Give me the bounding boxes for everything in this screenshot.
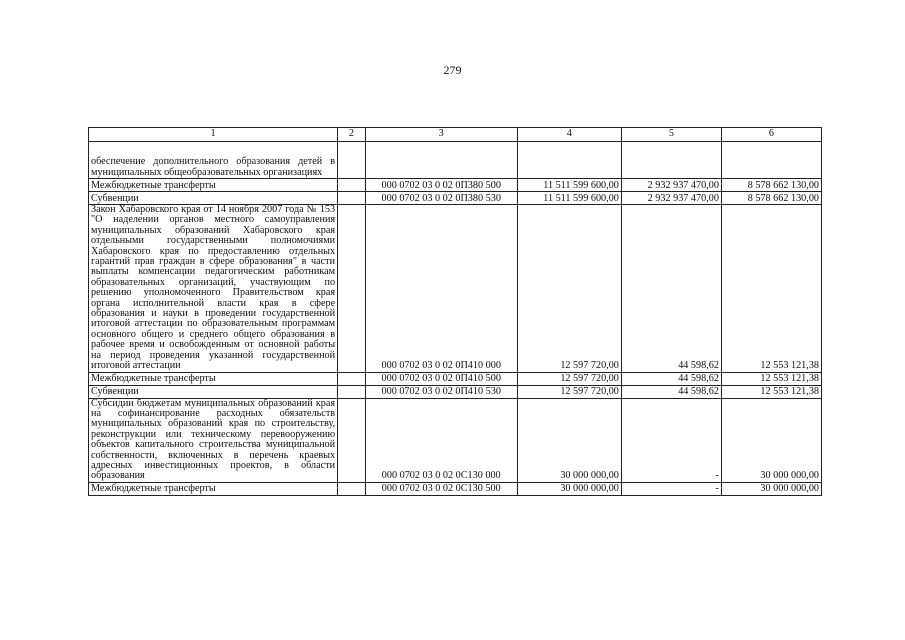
table-row: [89, 179, 822, 192]
row-code: 000 0702 03 0 02 0П410 500: [365, 372, 517, 385]
row-value-6: 8 578 662 130,00: [721, 179, 821, 192]
row-name: Закон Хабаровского края от 14 ноября 2007 года № 153 "О наделении органов местного самоуправления муниципальных образований Хабаровского края отдельными государственными полномочиями Хабаровского края по предоставлению отдельных гарантий прав граждан в сфере образования" в части выплаты компенсации педагогическим работникам образовательных организаций, участвующим по решению уполномоченного Правительством края органа исполнительной власти края в сфере образования и науки в проведении государственной итоговой аттестации по образовательным программам основного общего и среднего общего образования в рабочее время и освобожденным от основной работы на период проведения указанной государственной итоговой аттестации: [89, 205, 338, 373]
column-number-header-row: [89, 128, 822, 142]
row-value-5: 2 932 937 470,00: [621, 192, 721, 205]
row-value-4: 11 511 599 600,00: [517, 179, 621, 192]
row-code: 000 0702 03 0 02 0П380 500: [365, 179, 517, 192]
row-name: Межбюджетные трансферты: [89, 179, 338, 192]
row-col2: [338, 205, 366, 373]
budget-table: [88, 127, 822, 496]
table-row: [89, 142, 822, 179]
page-number: 279: [443, 63, 462, 77]
row-value-6: 30 000 000,00: [721, 398, 821, 482]
row-value-6: [721, 142, 821, 179]
row-name: Межбюджетные трансферты: [89, 372, 338, 385]
row-code: 000 0702 03 0 02 0П410 530: [365, 385, 517, 398]
row-name: Субвенции: [89, 385, 338, 398]
row-value-5: 44 598,62: [621, 205, 721, 373]
row-value-6: 8 578 662 130,00: [721, 192, 821, 205]
row-value-5: -: [621, 398, 721, 482]
row-value-4: 30 000 000,00: [517, 482, 621, 495]
row-name: обеспечение дополнительного образования детей в муниципальных общеобразовательных организациях: [89, 142, 338, 179]
column-header-4: 4: [517, 128, 621, 142]
row-value-6: 12 553 121,38: [721, 385, 821, 398]
row-code: 000 0702 03 0 02 0П380 530: [365, 192, 517, 205]
row-value-4: 12 597 720,00: [517, 205, 621, 373]
table-row: [89, 398, 822, 482]
row-col2: [338, 385, 366, 398]
column-header-6: 6: [721, 128, 821, 142]
table-row: [89, 192, 822, 205]
row-value-4: 11 511 599 600,00: [517, 192, 621, 205]
row-code: 000 0702 03 0 02 0П410 000: [365, 205, 517, 373]
row-code: 000 0702 03 0 02 0С130 000: [365, 398, 517, 482]
row-value-4: 30 000 000,00: [517, 398, 621, 482]
row-value-5: 2 932 937 470,00: [621, 179, 721, 192]
row-col2: [338, 179, 366, 192]
row-name: Межбюджетные трансферты: [89, 482, 338, 495]
row-value-4: 12 597 720,00: [517, 385, 621, 398]
row-col2: [338, 192, 366, 205]
column-header-3: 3: [365, 128, 517, 142]
row-value-5: -: [621, 482, 721, 495]
row-col2: [338, 398, 366, 482]
row-value-6: 12 553 121,38: [721, 205, 821, 373]
row-value-5: 44 598,62: [621, 372, 721, 385]
row-code: [365, 142, 517, 179]
column-header-5: 5: [621, 128, 721, 142]
table-row: [89, 482, 822, 495]
column-header-1: 1: [89, 128, 338, 142]
row-value-6: 12 553 121,38: [721, 372, 821, 385]
table-row: [89, 372, 822, 385]
row-col2: [338, 142, 366, 179]
table-row: [89, 385, 822, 398]
row-value-5: [621, 142, 721, 179]
row-code: 000 0702 03 0 02 0С130 500: [365, 482, 517, 495]
row-name: Субсидии бюджетам муниципальных образований края на софинансирование расходных обязательств муниципальных образований края по строительству, реконструкции или техническому перевооружению объектов капитального строительства муниципальной собственности, включенных в перечень краевых адресных инвестиционных проектов, в области образования: [89, 398, 338, 482]
table-row: [89, 205, 822, 373]
column-header-2: 2: [338, 128, 366, 142]
row-col2: [338, 482, 366, 495]
row-value-6: 30 000 000,00: [721, 482, 821, 495]
row-value-4: [517, 142, 621, 179]
row-value-5: 44 598,62: [621, 385, 721, 398]
row-col2: [338, 372, 366, 385]
row-name: Субвенции: [89, 192, 338, 205]
row-value-4: 12 597 720,00: [517, 372, 621, 385]
